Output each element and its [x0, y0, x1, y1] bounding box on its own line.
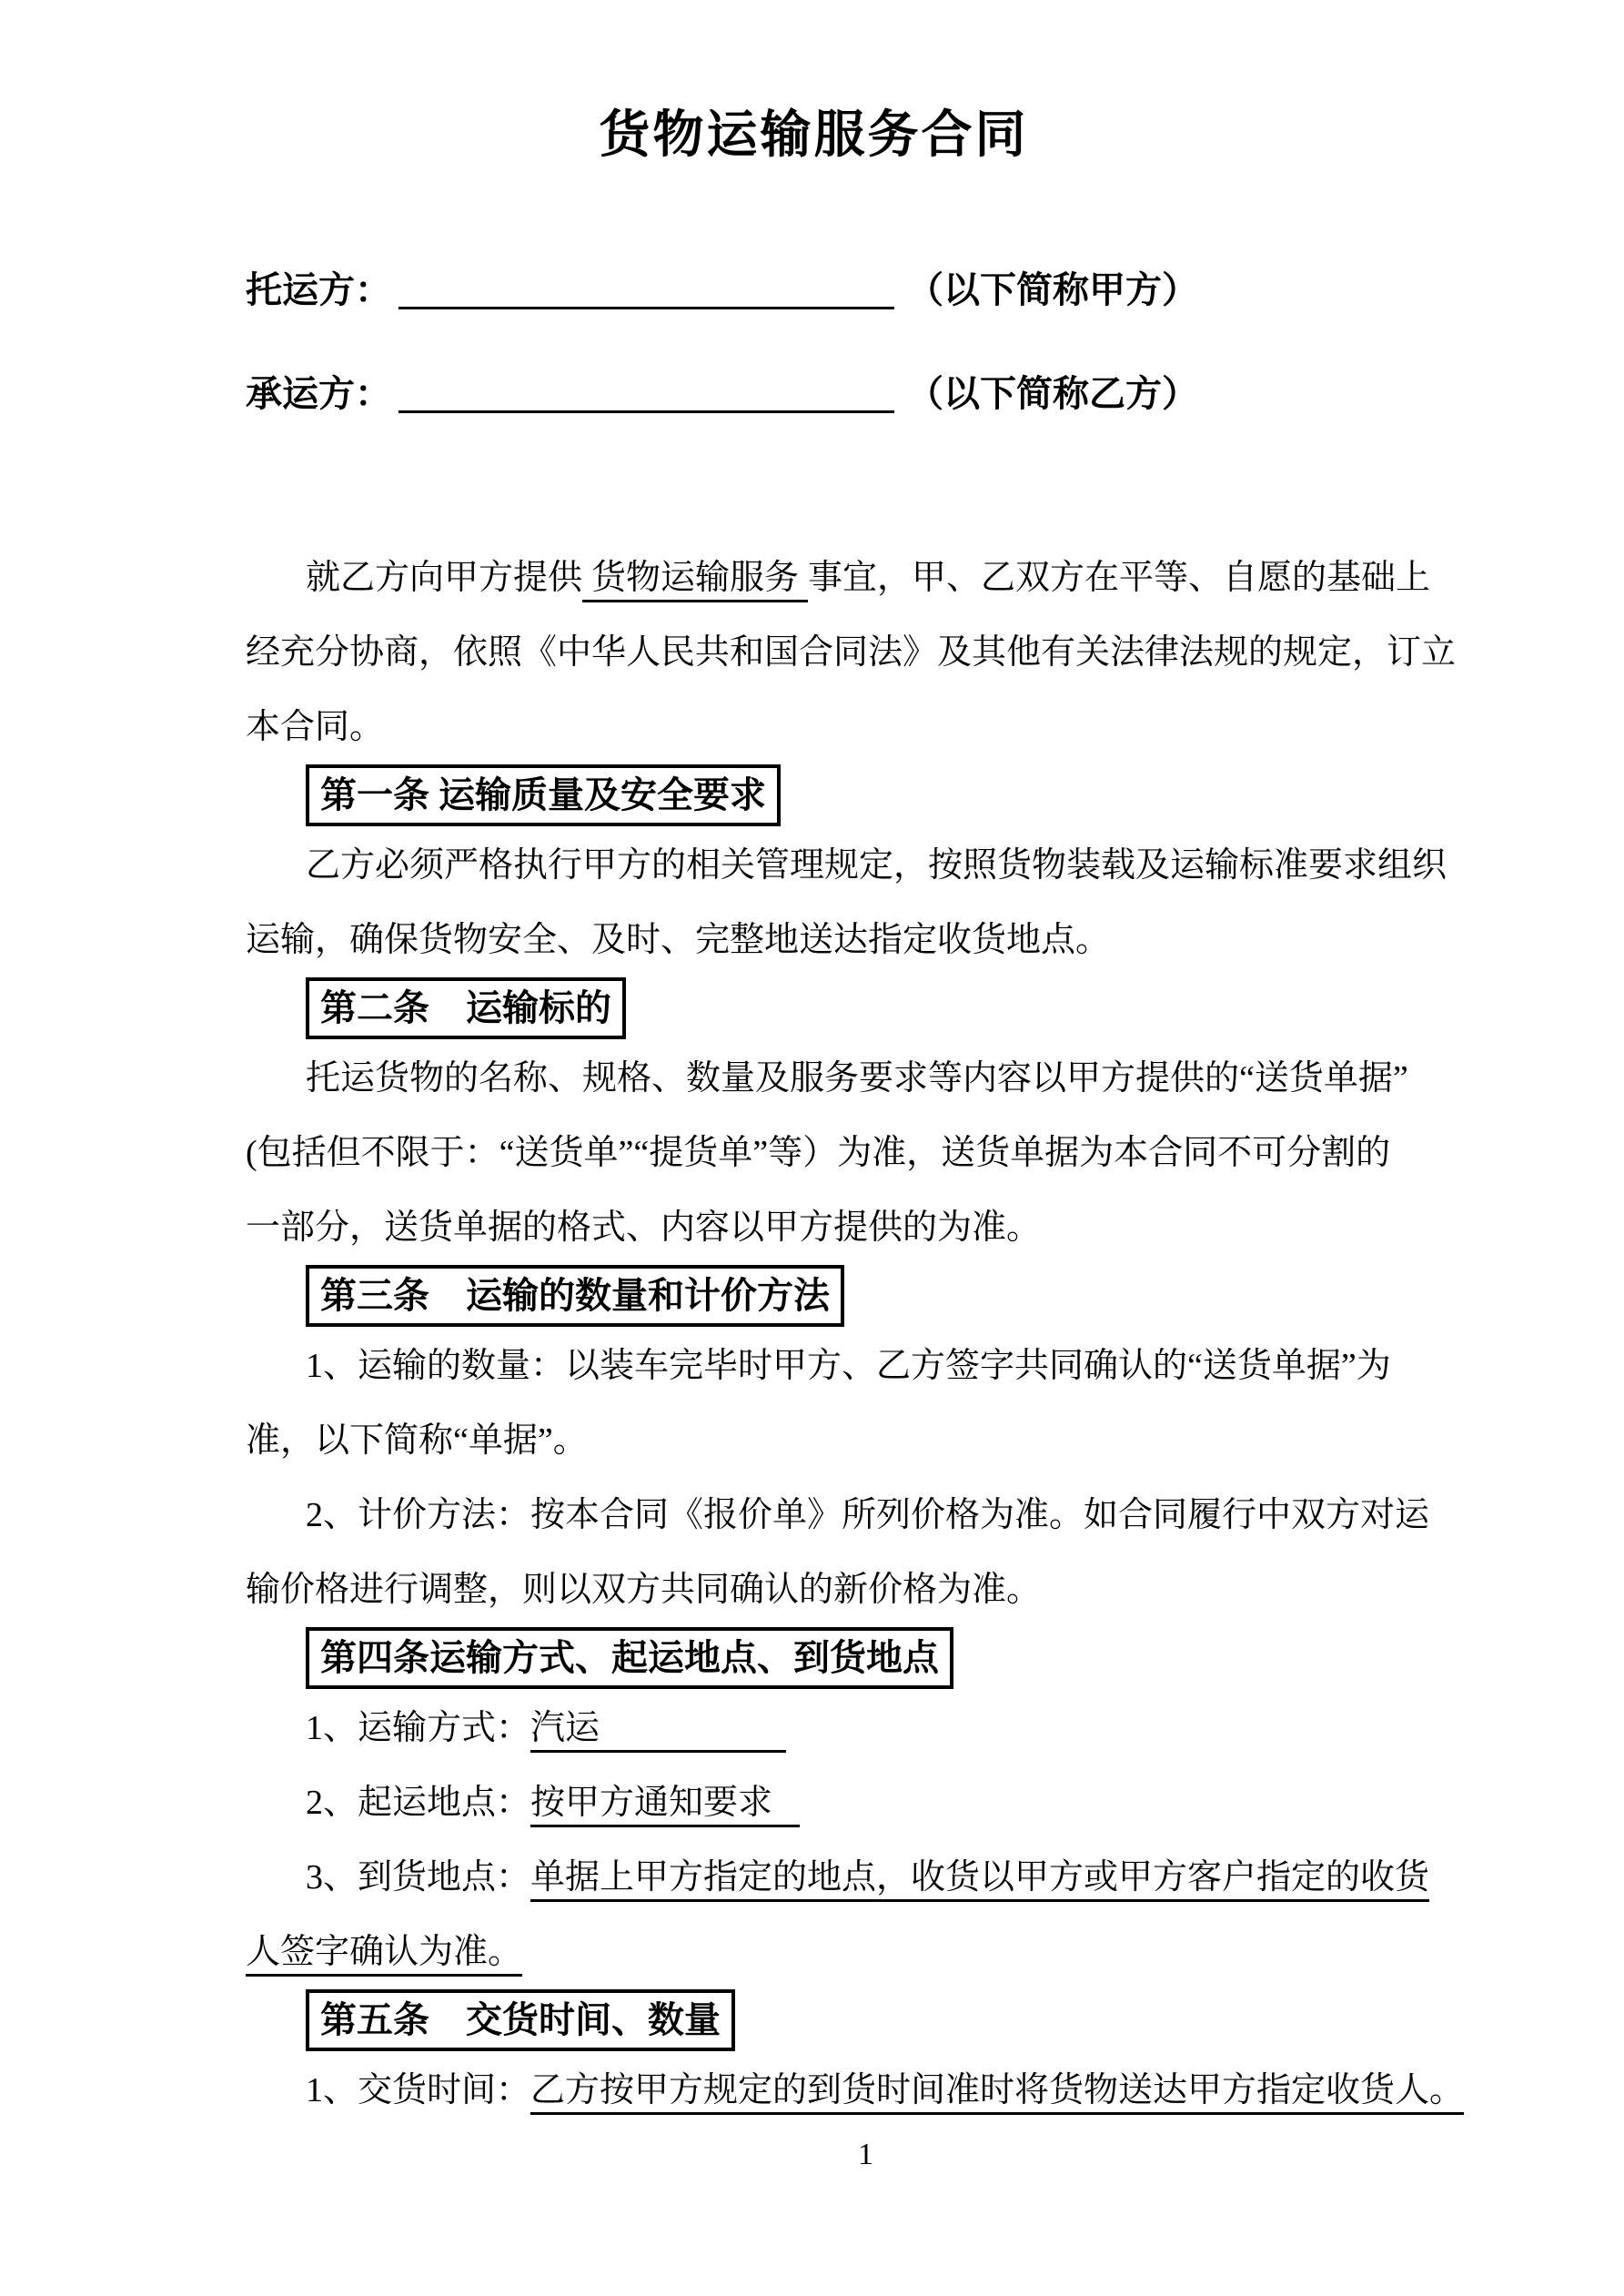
- section-3-item-2-line-1: 2、计价方法：按本合同《报价单》所列价格为准。如合同履行中双方对运: [306, 1496, 1430, 1534]
- section-4-heading: 第四条运输方式、起运地点、到货地点: [320, 1637, 939, 1678]
- section-2-heading: 第二条 运输标的: [320, 987, 611, 1028]
- section-3-heading: 第三条 运输的数量和计价方法: [320, 1275, 830, 1316]
- intro-service-underlined: 货物运输服务: [582, 559, 808, 602]
- section-1-line-2: 运输，确保货物安全、及时、完整地送达指定收货地点。: [246, 921, 1111, 959]
- section-3-heading-box: [306, 1265, 844, 1327]
- section-5-heading-row: [246, 1989, 1382, 2051]
- destination-value-line-2: 人签字确认为准。: [246, 1933, 522, 1977]
- section-3-item-2-line-2: 输价格进行调整，则以双方共同确认的新价格为准。: [246, 1571, 1042, 1609]
- section-5-heading: 第五条 交货时间、数量: [320, 1999, 721, 2040]
- shipper-row: [246, 264, 1382, 317]
- section-4-item-3-line-2: [246, 1915, 1382, 1989]
- intro-line-1-post: 事宜，甲、乙双方在平等、自愿的基础上: [808, 559, 1431, 597]
- origin-point-value[interactable]: 按甲方通知要求: [530, 1784, 800, 1827]
- section-4-item-1: [246, 1691, 1382, 1765]
- section-1-heading-row: [246, 764, 1382, 826]
- page-number: 1: [858, 2138, 873, 2171]
- section-1-heading-box: [306, 764, 781, 826]
- carrier-blank-line[interactable]: [398, 371, 894, 413]
- section-3-item-1-line-2: 准，以下简称“单据”。: [246, 1421, 588, 1460]
- section-5-heading-box: [306, 1989, 735, 2051]
- destination-value-line-1: 单据上甲方指定的地点，收货以甲方或甲方客户指定的收货: [530, 1858, 1429, 1902]
- carrier-row: [246, 368, 1382, 420]
- section-3-item-1-line-1: 1、运输的数量：以装车完毕时甲方、乙方签字共同确认的“送货单据”为: [306, 1347, 1391, 1385]
- section-4-item-2: [246, 1765, 1382, 1840]
- page-title: 货物运输服务合同: [599, 107, 1029, 164]
- destination-label: 3、到货地点：: [306, 1858, 531, 1896]
- section-4-heading-box: [306, 1627, 953, 1689]
- section-2-line-3: 一部分，送货单据的格式、内容以甲方提供的为准。: [246, 1209, 1042, 1247]
- shipper-label: 托运方：: [246, 269, 391, 310]
- section-3-heading-row: [246, 1265, 1382, 1327]
- section-2-line-1: 托运货物的名称、规格、数量及服务要求等内容以甲方提供的“送货单据”: [306, 1059, 1408, 1097]
- origin-point-label: 2、起运地点：: [306, 1784, 531, 1822]
- carrier-label: 承运方：: [246, 373, 391, 414]
- carrier-note: （以下简称乙方）: [907, 373, 1198, 414]
- section-1-line-1: 乙方必须严格执行甲方的相关管理规定，按照货物装载及运输标准要求组织: [306, 846, 1447, 885]
- delivery-time-value: 乙方按甲方规定的到货时间准时将货物送达甲方指定收货人。: [530, 2071, 1464, 2115]
- delivery-time-label: 1、交货时间：: [306, 2071, 531, 2109]
- section-4-heading-row: [246, 1627, 1382, 1689]
- intro-line-1-pre: 就乙方向甲方提供: [306, 559, 583, 597]
- section-1-heading: 第一条 运输质量及安全要求: [320, 774, 766, 815]
- section-2-line-2: (包括但不限于：“送货单”“提货单”等）为准，送货单据为本合同不可分割的: [246, 1134, 1391, 1172]
- shipper-note: （以下简称甲方）: [907, 269, 1198, 310]
- section-4-item-3-line-1: [246, 1840, 1430, 1915]
- intro-line-3: 本合同。: [246, 708, 385, 746]
- shipper-blank-line[interactable]: [398, 268, 894, 309]
- intro-line-1: [246, 541, 1431, 615]
- section-2-heading-box: [306, 977, 626, 1039]
- section-2-heading-row: [246, 977, 1382, 1039]
- intro-line-2: 经充分协商，依照《中华人民共和国合同法》及其他有关法律法规的规定，订立: [246, 633, 1457, 672]
- transport-mode-label: 1、运输方式：: [306, 1709, 531, 1747]
- section-5-item-1: [246, 2053, 1465, 2128]
- transport-mode-value[interactable]: 汽运: [530, 1709, 786, 1753]
